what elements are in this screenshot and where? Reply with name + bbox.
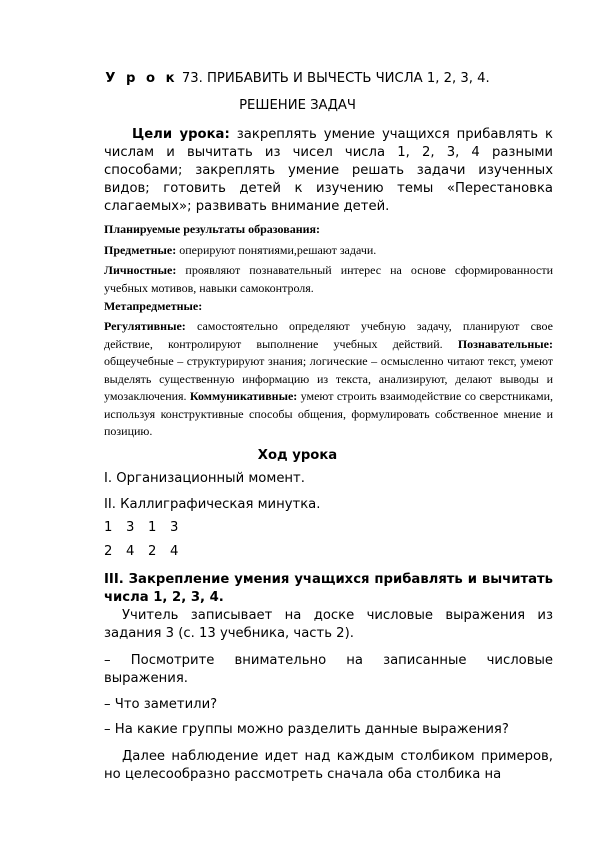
results-heading: Планируемые результаты образования:: [104, 222, 321, 236]
lesson-title: [0, 70, 595, 88]
question-look-carefully: – Посмотрите внимательно на записанные числовые выражения.: [104, 653, 553, 686]
question-what-noticed: – Что заметили?: [104, 697, 218, 712]
calligraphy-digit: 3: [126, 520, 135, 535]
lesson-progress-heading: Ход урока: [257, 448, 338, 463]
section-1-heading: I. Организационный момент.: [104, 471, 305, 486]
calligraphy-digit: 4: [170, 544, 179, 559]
goals-text: закреплять умение учащихся прибавлять к числам и вычитать из чисел числа 1, 2, 3, 4 разными способами; закреплять умение решать задачи изученных видов; готовить детей к изучению темы «Перестановка слагаемых»; развивать внимание детей.: [104, 127, 554, 214]
communicative-label: Коммуникативные:: [186, 389, 298, 403]
communicative-text: умеют строить взаимодействие со сверстниками, используя конструктивные способы общения, формулировать собственное мнение и позицию.: [104, 389, 553, 438]
calligraphy-digit: 2: [148, 544, 157, 559]
personal-text: проявляют познавательный интерес на основе сформированности учебных мотивов, навыки самоконтроля.: [104, 263, 553, 295]
calligraphy-digit: 3: [170, 520, 179, 535]
subject-results: [104, 242, 553, 260]
cognitive-text: общеучебные – структурируют знания; логические – осмысленно читают текст, умеют выделять существенную информацию из текста, анализируют, делают выводы и умозаключения.: [104, 354, 553, 403]
lesson-subtitle: РЕШЕНИЕ ЗАДАЧ: [239, 98, 356, 113]
lesson-goals: [104, 126, 553, 216]
lesson-title-main: 73. ПРИБАВИТЬ И ВЫЧЕСТЬ ЧИСЛА 1, 2, 3, 4.: [177, 71, 490, 86]
cognitive-label: Познавательные:: [442, 336, 553, 351]
calligraphy-digit: 4: [126, 544, 135, 559]
calligraphy-row-1: [104, 519, 553, 537]
calligraphy-digit: 1: [104, 520, 113, 535]
meta-heading: Метапредметные:: [104, 299, 203, 313]
lesson-title-prefix: У р о к: [105, 71, 178, 86]
goals-label: Цели урока:: [132, 127, 230, 142]
regulatory-label: Регулятивные:: [104, 319, 186, 333]
question-groups: – На какие группы можно разделить данные выражения?: [104, 722, 509, 737]
calligraphy-digit: 1: [148, 520, 157, 535]
meta-results: [104, 318, 553, 441]
subject-text: оперируют понятиями,решают задачи.: [176, 243, 377, 257]
regulatory-text: самостоятельно определяют учебную задачу, планируют свое действие, контролируют выполнение учебных действий.: [104, 319, 553, 351]
calligraphy-digit: 2: [104, 544, 113, 559]
calligraphy-row-2: [104, 543, 553, 561]
paragraph-observation: Далее наблюдение идет над каждым столбиком примеров, но целесообразно рассмотреть сначала оба столбика на: [104, 749, 553, 782]
personal-results: [104, 262, 553, 297]
personal-label: Личностные:: [104, 263, 177, 277]
paragraph-teacher-writes: Учитель записывает на доске числовые выражения из задания 3 (с. 13 учебника, часть 2).: [104, 608, 553, 641]
section-2-heading: II. Каллиграфическая минутка.: [104, 497, 321, 512]
subject-label: Предметные:: [104, 243, 177, 257]
section-3-heading: III. Закрепление умения учащихся прибавлять и вычитать числа 1, 2, 3, 4.: [104, 572, 553, 605]
